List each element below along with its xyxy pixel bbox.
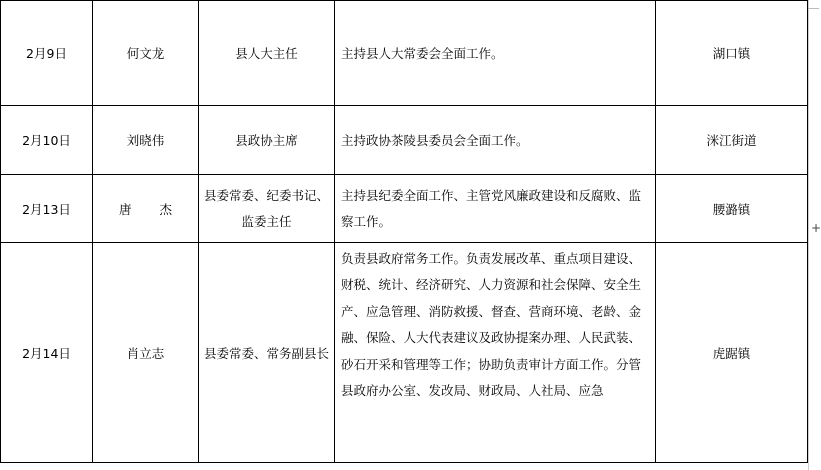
table-row xyxy=(1,106,808,175)
town-cell: 洣江街道 xyxy=(656,106,808,175)
table-row xyxy=(1,175,808,243)
name-cell: 肖立志 xyxy=(93,243,199,463)
add-row-marker[interactable]: + xyxy=(811,221,821,235)
position-cell xyxy=(199,175,335,243)
table-row xyxy=(1,243,808,463)
town-cell: 虎踞镇 xyxy=(656,243,808,463)
date-cell: 2月13日 xyxy=(1,175,93,243)
edge-divider xyxy=(808,8,819,9)
name-cell: 刘晓伟 xyxy=(93,106,199,175)
page-edge-strip xyxy=(808,0,820,470)
date-cell: 2月14日 xyxy=(1,243,93,463)
name-first-char: 唐 xyxy=(118,201,132,217)
name-cell: 何文龙 xyxy=(93,1,199,106)
position-line-1: 县委常委、纪委书记、 xyxy=(203,187,329,203)
name-cell xyxy=(93,175,199,243)
date-cell: 2月10日 xyxy=(1,106,93,175)
duties-cell: 主持县纪委全面工作、主管党风廉政建设和反腐败、监察工作。 xyxy=(335,175,656,243)
name-last-char: 杰 xyxy=(159,201,173,217)
town-cell: 湖口镇 xyxy=(656,1,808,106)
position-line-2: 监委主任 xyxy=(241,213,292,229)
position-cell: 县人大主任 xyxy=(199,1,335,106)
position-cell: 县政协主席 xyxy=(199,106,335,175)
date-cell: 2月9日 xyxy=(1,1,93,106)
position-cell: 县委常委、常务副县长 xyxy=(199,243,335,463)
table-row xyxy=(1,1,808,106)
town-cell: 腰潞镇 xyxy=(656,175,808,243)
duties-cell: 负责县政府常务工作。负责发展改革、重点项目建设、财税、统计、经济研究、人力资源和社会保障、安全生产、应急管理、消防救援、督查、营商环境、老龄、金融、保险、人大代表建议及政协提案办理、人民武装、砂石开采和管理等工作；协助负责审计方面工作。分管县政府办公室、发改局、财政局、人社局、应急 xyxy=(335,243,656,463)
duties-cell: 主持政协茶陵县委员会全面工作。 xyxy=(335,106,656,175)
duties-cell: 主持县人大常委会全面工作。 xyxy=(335,1,656,106)
